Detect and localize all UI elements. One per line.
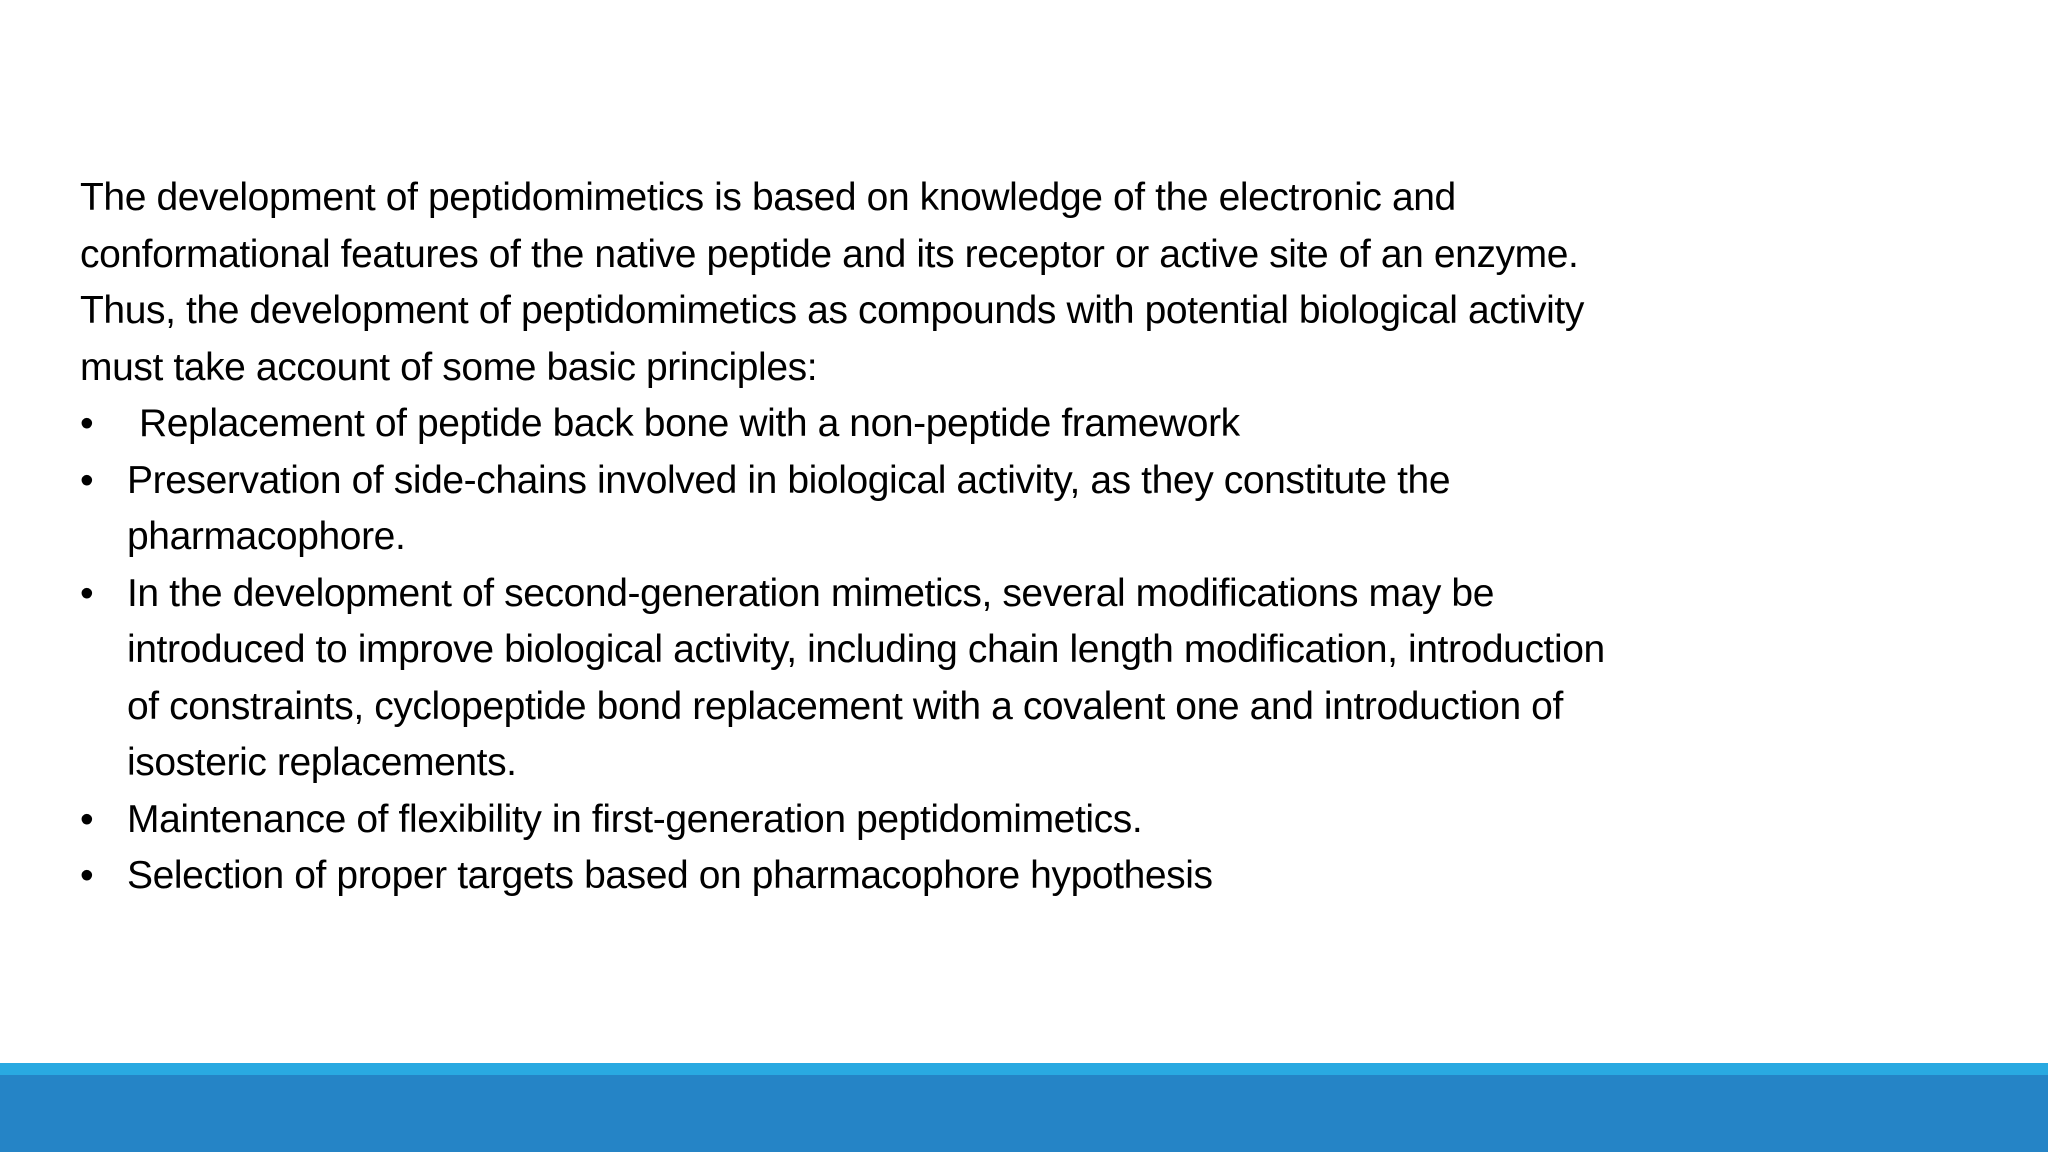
- slide-body: [80, 170, 1880, 905]
- intro-line: conformational features of the native peptide and its receptor or active site of an enzyme.: [80, 232, 1579, 276]
- list-item: [80, 848, 1880, 905]
- list-item-line: Preservation of side-chains involved in biological activity, as they constitute the: [127, 458, 1451, 502]
- list-item-line: Maintenance of flexibility in first-generation peptidomimetics.: [127, 797, 1143, 841]
- list-item-line: In the development of second-generation mimetics, several modifications may be: [127, 571, 1495, 615]
- bullet-icon: •: [80, 854, 94, 897]
- footer-accent-stripe: [0, 1063, 2048, 1075]
- intro-paragraph: [80, 170, 1880, 396]
- list-item-line: Replacement of peptide back bone with a non-peptide framework: [139, 402, 1240, 445]
- principles-list: [80, 396, 1880, 905]
- list-item-line: isosteric replacements.: [127, 741, 517, 784]
- bullet-icon: •: [80, 458, 94, 502]
- list-item-line: introduced to improve biological activity, including chain length modification, introduction: [127, 628, 1605, 671]
- bullet-icon: •: [80, 402, 94, 445]
- list-item-line: pharmacophore.: [127, 515, 406, 558]
- footer-band: [0, 1075, 2048, 1152]
- list-item: [80, 566, 1880, 792]
- intro-line: Thus, the development of peptidomimetics as compounds with potential biological activity: [80, 289, 1584, 332]
- intro-line: must take account of some basic principles:: [80, 345, 818, 389]
- list-item-text: [127, 798, 1142, 841]
- list-item-text: [127, 402, 1240, 445]
- list-item-line: Selection of proper targets based on pharmacophore hypothesis: [127, 854, 1213, 897]
- bullet-icon: •: [80, 571, 94, 615]
- intro-line: The development of peptidomimetics is based on knowledge of the electronic and: [80, 176, 1456, 219]
- list-item-text: [127, 572, 1605, 785]
- list-item-line: of constraints, cyclopeptide bond replacement with a covalent one and introduction of: [127, 684, 1563, 728]
- list-item: [80, 396, 1880, 453]
- list-item: [80, 453, 1880, 566]
- list-item-text: [127, 854, 1213, 897]
- bullet-icon: •: [80, 797, 94, 841]
- list-item-text: [127, 459, 1450, 559]
- list-item: [80, 792, 1880, 849]
